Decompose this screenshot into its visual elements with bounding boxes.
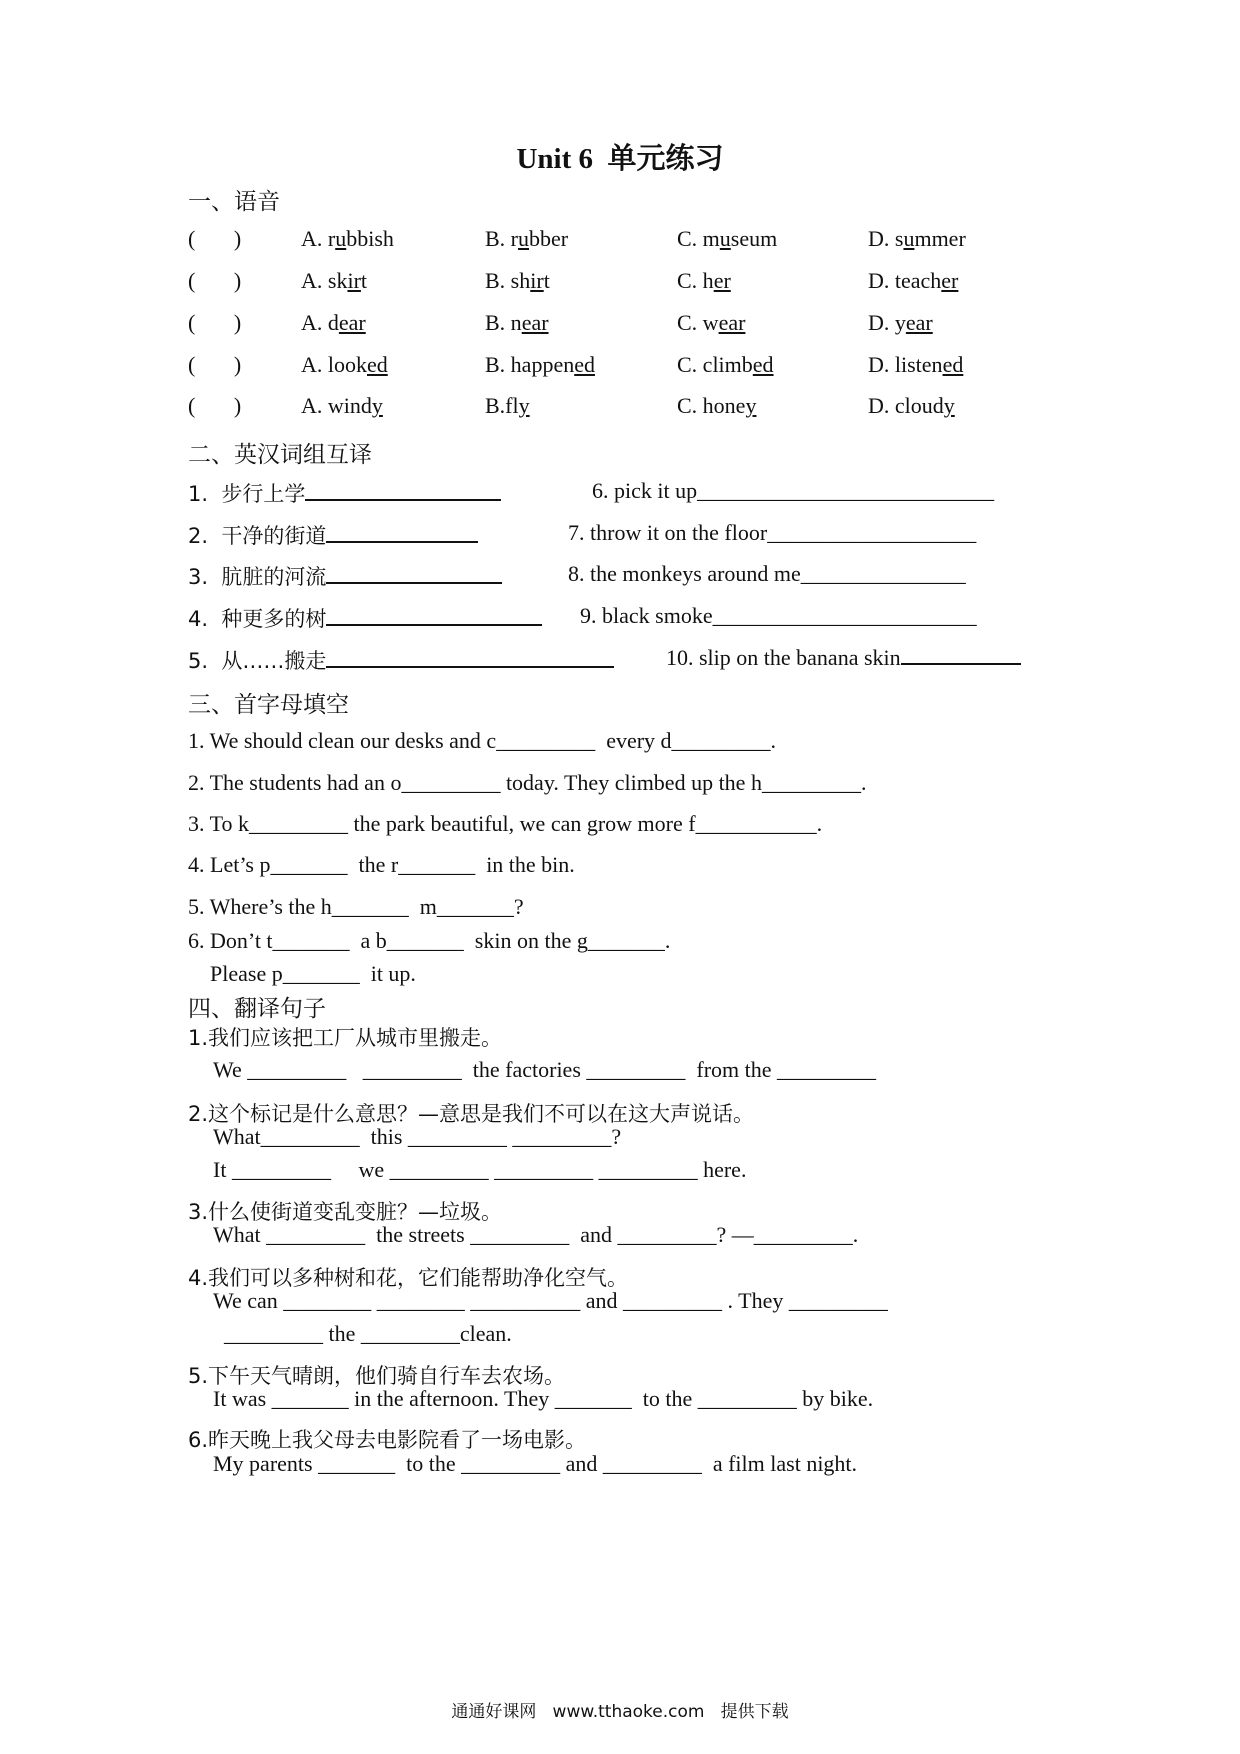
option-text: B.fl [485, 393, 519, 418]
underlined-letters: u [518, 226, 529, 251]
option-text: seum [730, 226, 778, 251]
answer-paren: ( ) [188, 393, 242, 418]
underlined-letters: y [745, 393, 757, 418]
fill-sentence: Please p_______ it up. [188, 961, 416, 986]
phrase-cn-text: 1. 步行上学 [188, 482, 306, 506]
phrase-cn-text: 2. 干净的街道 [188, 524, 327, 548]
underlined-letters: ir [530, 268, 544, 293]
option-text: B. sh [485, 268, 531, 293]
option-text: C. m [677, 226, 720, 251]
answer-paren: ( ) [188, 352, 242, 377]
answer-line [326, 623, 542, 626]
option-text: bbish [346, 226, 394, 251]
fill-sentence: 2. The students had an o_________ today. They climbed up the h_________. [188, 770, 867, 795]
option-text: D. s [868, 226, 904, 251]
underlined-letters: er [713, 268, 731, 293]
option-text: B. happen [485, 352, 575, 377]
phrase-en: 7. throw it on the floor___________________ [568, 520, 977, 545]
option-text: A. sk [301, 268, 348, 293]
option-d [868, 310, 933, 336]
fill-sentence: 5. Where’s the h_______ m_______? [188, 894, 524, 919]
option-text: D. y [868, 310, 906, 335]
option-text: D. listen [868, 352, 943, 377]
phrase-cn [188, 478, 501, 508]
phrase-en: 10. slip on the banana skin [666, 645, 1021, 671]
option-text: bber [529, 226, 569, 251]
option-a [301, 352, 388, 378]
option-b [485, 310, 549, 336]
answer-paren: ( ) [188, 226, 242, 251]
answer-line [326, 581, 502, 584]
option-text: A. d [301, 310, 339, 335]
underlined-letters: ed [752, 352, 774, 377]
option-a [301, 310, 366, 336]
option-c [677, 226, 777, 252]
section-phonics-heading: 一、语音 [188, 189, 280, 215]
underlined-letters: ear [905, 310, 933, 335]
underlined-letters: y [943, 393, 955, 418]
fill-sentence: 3. To k_________ the park beautiful, we can grow more f___________. [188, 811, 823, 836]
fill-sentence: 1. We should clean our desks and c_________ every d_________. [188, 728, 777, 753]
option-text: A. look [301, 352, 367, 377]
phrase-cn [188, 645, 614, 675]
underlined-letters: u [335, 226, 347, 251]
option-text: D. cloud [868, 393, 944, 418]
option-text: A. wind [301, 393, 372, 418]
option-a [301, 268, 367, 294]
page-footer: 通通好课网 www.tthaoke.com 提供下载 [451, 1702, 789, 1722]
translate-cn: 4.我们可以多种树和花，它们能帮助净化空气。 [188, 1266, 629, 1290]
underlined-letters: ear [338, 310, 366, 335]
underlined-letters: ed [942, 352, 964, 377]
fill-sentence: 4. Let’s p_______ the r_______ in the bin. [188, 852, 575, 877]
option-text: t [360, 268, 368, 293]
option-text: t [543, 268, 550, 293]
option-b [485, 393, 530, 419]
translate-en: It was _______ in the afternoon. They _______ to the _________ by bike. [213, 1386, 874, 1411]
underlined-letters: ed [574, 352, 595, 377]
translate-en: It _________ we _________ _________ _________ here. [213, 1157, 747, 1182]
option-d [868, 226, 966, 252]
option-a [301, 393, 383, 419]
phrase-cn-text: 3. 肮脏的河流 [188, 565, 327, 589]
phrase-cn [188, 603, 542, 633]
option-text: D. teach [868, 268, 942, 293]
underlined-letters: u [719, 226, 731, 251]
answer-line [901, 662, 1021, 665]
translate-cn: 3.什么使街道变乱变脏？—垃圾。 [188, 1200, 503, 1224]
phrase-cn [188, 520, 478, 550]
option-c [677, 352, 774, 378]
phrase-cn [188, 561, 502, 591]
answer-paren: ( ) [188, 310, 242, 335]
translate-en: We _________ _________ the factories _________ from the _________ [213, 1057, 877, 1082]
underlined-letters: y [518, 393, 530, 418]
underlined-letters: er [941, 268, 959, 293]
option-text: B. n [485, 310, 522, 335]
option-text: C. w [677, 310, 719, 335]
translate-en: _________ the _________clean. [213, 1321, 512, 1346]
phrase-cn-text: 5. 从……搬走 [188, 649, 327, 673]
option-b [485, 268, 550, 294]
underlined-letters: ed [367, 352, 388, 377]
answer-paren: ( ) [188, 268, 242, 293]
option-d [868, 352, 963, 378]
option-c [677, 268, 731, 294]
option-d [868, 393, 955, 419]
answer-line [326, 665, 614, 668]
option-d [868, 268, 958, 294]
phrase-cn-text: 4. 种更多的树 [188, 607, 327, 631]
answer-line [326, 540, 478, 543]
translate-cn: 5.下午天气晴朗，他们骑自行车去农场。 [188, 1364, 566, 1388]
section-phrases-heading: 二、英汉词组互译 [188, 442, 372, 468]
phrase-en: 9. black smoke________________________ [580, 603, 977, 628]
option-a [301, 226, 394, 252]
option-text: C. hone [677, 393, 746, 418]
option-text: C. climb [677, 352, 753, 377]
translate-cn: 2.这个标记是什么意思？—意思是我们不可以在这大声说话。 [188, 1102, 755, 1126]
translate-en: What _________ the streets _________ and _________? —_________. [213, 1222, 859, 1247]
section-translate-heading: 四、翻译句子 [188, 996, 326, 1022]
translate-en: My parents _______ to the _________ and _________ a film last night. [213, 1451, 858, 1476]
answer-line [305, 498, 501, 501]
option-c [677, 393, 756, 419]
translate-cn: 6.昨天晚上我父母去电影院看了一场电影。 [188, 1428, 587, 1452]
option-text: B. r [485, 226, 518, 251]
option-text: A. r [301, 226, 336, 251]
translate-en: We can ________ ________ __________ and _________ . They _________ [213, 1288, 888, 1313]
underlined-letters: ear [521, 310, 549, 335]
page-title: Unit 6 单元练习 [516, 143, 724, 175]
phrase-en: 8. the monkeys around me_______________ [568, 561, 966, 586]
fill-sentence: 6. Don’t t_______ a b_______ skin on the g_______. [188, 928, 671, 953]
translate-cn: 1.我们应该把工厂从城市里搬走。 [188, 1026, 503, 1050]
section-fill-heading: 三、首字母填空 [188, 692, 349, 718]
underlined-letters: u [903, 226, 915, 251]
option-b [485, 352, 595, 378]
option-c [677, 310, 745, 336]
underlined-letters: y [371, 393, 383, 418]
option-text: C. h [677, 268, 714, 293]
option-b [485, 226, 568, 252]
translate-en: What_________ this _________ _________? [213, 1124, 622, 1149]
option-text: mmer [914, 226, 966, 251]
underlined-letters: ir [347, 268, 361, 293]
phrase-en: 6. pick it up___________________________ [592, 478, 995, 503]
underlined-letters: ear [718, 310, 746, 335]
